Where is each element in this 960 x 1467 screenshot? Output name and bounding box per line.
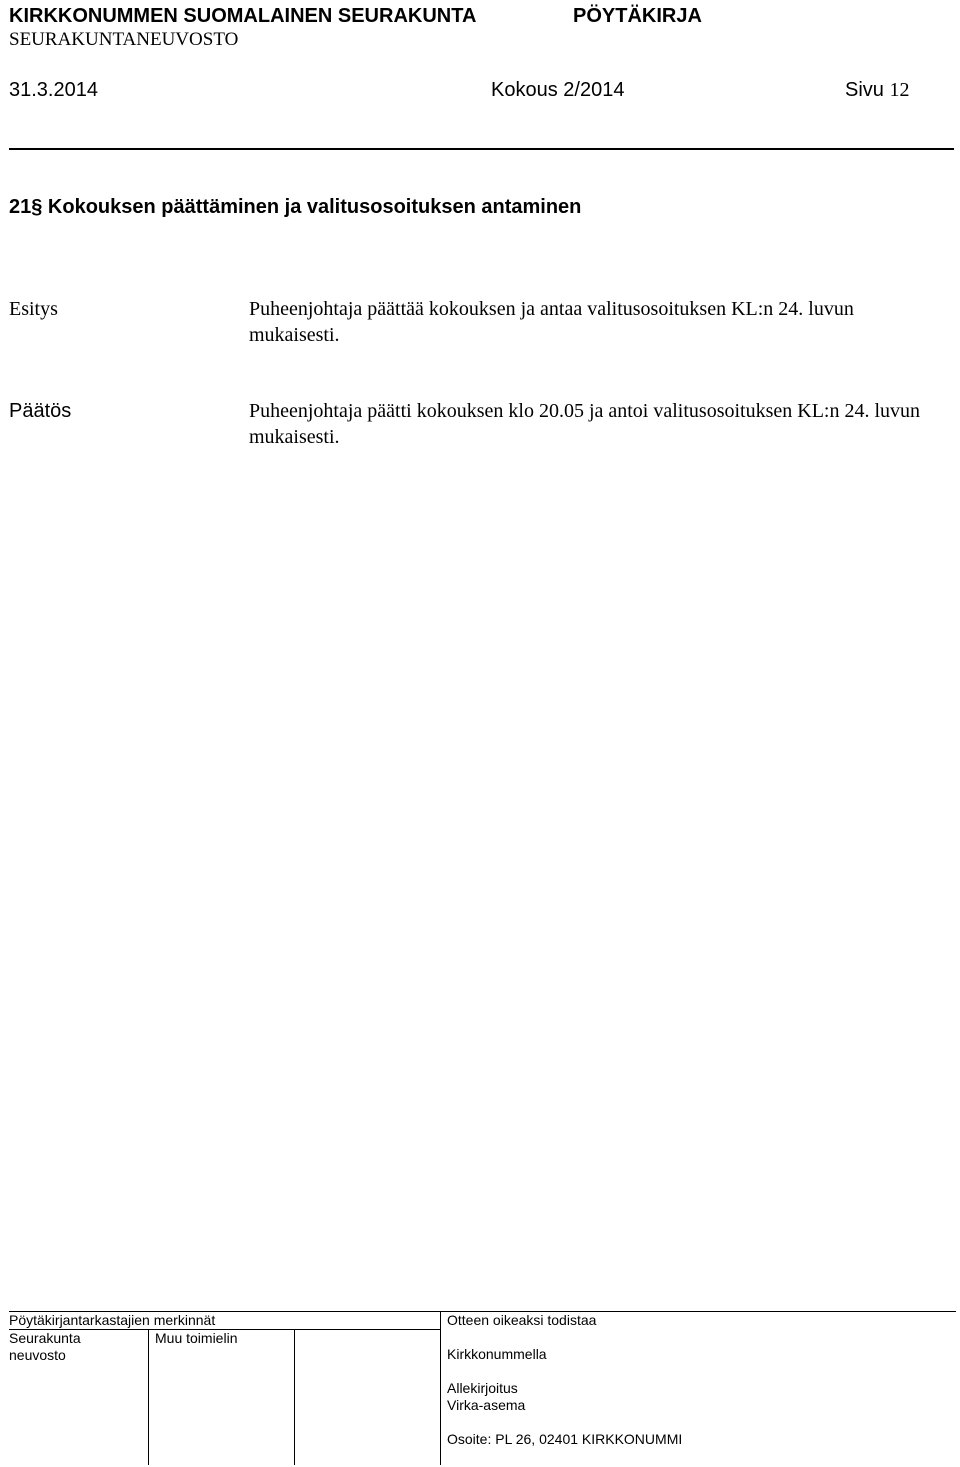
document-type: PÖYTÄKIRJA (573, 5, 702, 27)
certified-place: Kirkkonummella (447, 1346, 547, 1362)
position-label: Virka-asema (447, 1397, 526, 1413)
section-title: 21§ Kokouksen päättäminen ja valitusosoituksen antaminen (9, 196, 582, 218)
checkers-title: Pöytäkirjantarkastajien merkinnät (9, 1312, 216, 1328)
certified-title: Otteen oikeaksi todistaa (447, 1312, 597, 1328)
esitys-label: Esitys (9, 298, 58, 320)
body-name: SEURAKUNTANEUVOSTO (9, 29, 239, 50)
footer-divider-2 (294, 1329, 295, 1465)
col-parish-line2: neuvosto (9, 1347, 66, 1363)
page-number: 12 (889, 79, 910, 101)
page-label: Sivu (845, 79, 884, 101)
paatos-text: Puheenjohtaja päätti kokouksen klo 20.05 ja antoi valitusosoituksen KL:n 24. luvun mukaisesti. (249, 400, 921, 448)
paatos-label: Päätös (9, 400, 72, 422)
organization-name: KIRKKONUMMEN SUOMALAINEN SEURAKUNTA (9, 5, 477, 27)
esitys-text: Puheenjohtaja päättää kokouksen ja antaa valitusosoituksen KL:n 24. luvun mukaisesti. (249, 298, 854, 346)
footer-divider-3 (440, 1311, 441, 1465)
signature-label: Allekirjoitus (447, 1380, 518, 1396)
address: Osoite: PL 26, 02401 KIRKKONUMMI (447, 1431, 683, 1447)
col-other: Muu toimielin (155, 1330, 238, 1346)
header-divider (9, 148, 954, 150)
page-indicator (845, 79, 909, 102)
meeting-number: Kokous 2/2014 (491, 79, 625, 101)
footer-divider-1 (148, 1329, 149, 1465)
meeting-date: 31.3.2014 (9, 79, 98, 101)
col-parish-line1: Seurakunta (9, 1330, 81, 1346)
